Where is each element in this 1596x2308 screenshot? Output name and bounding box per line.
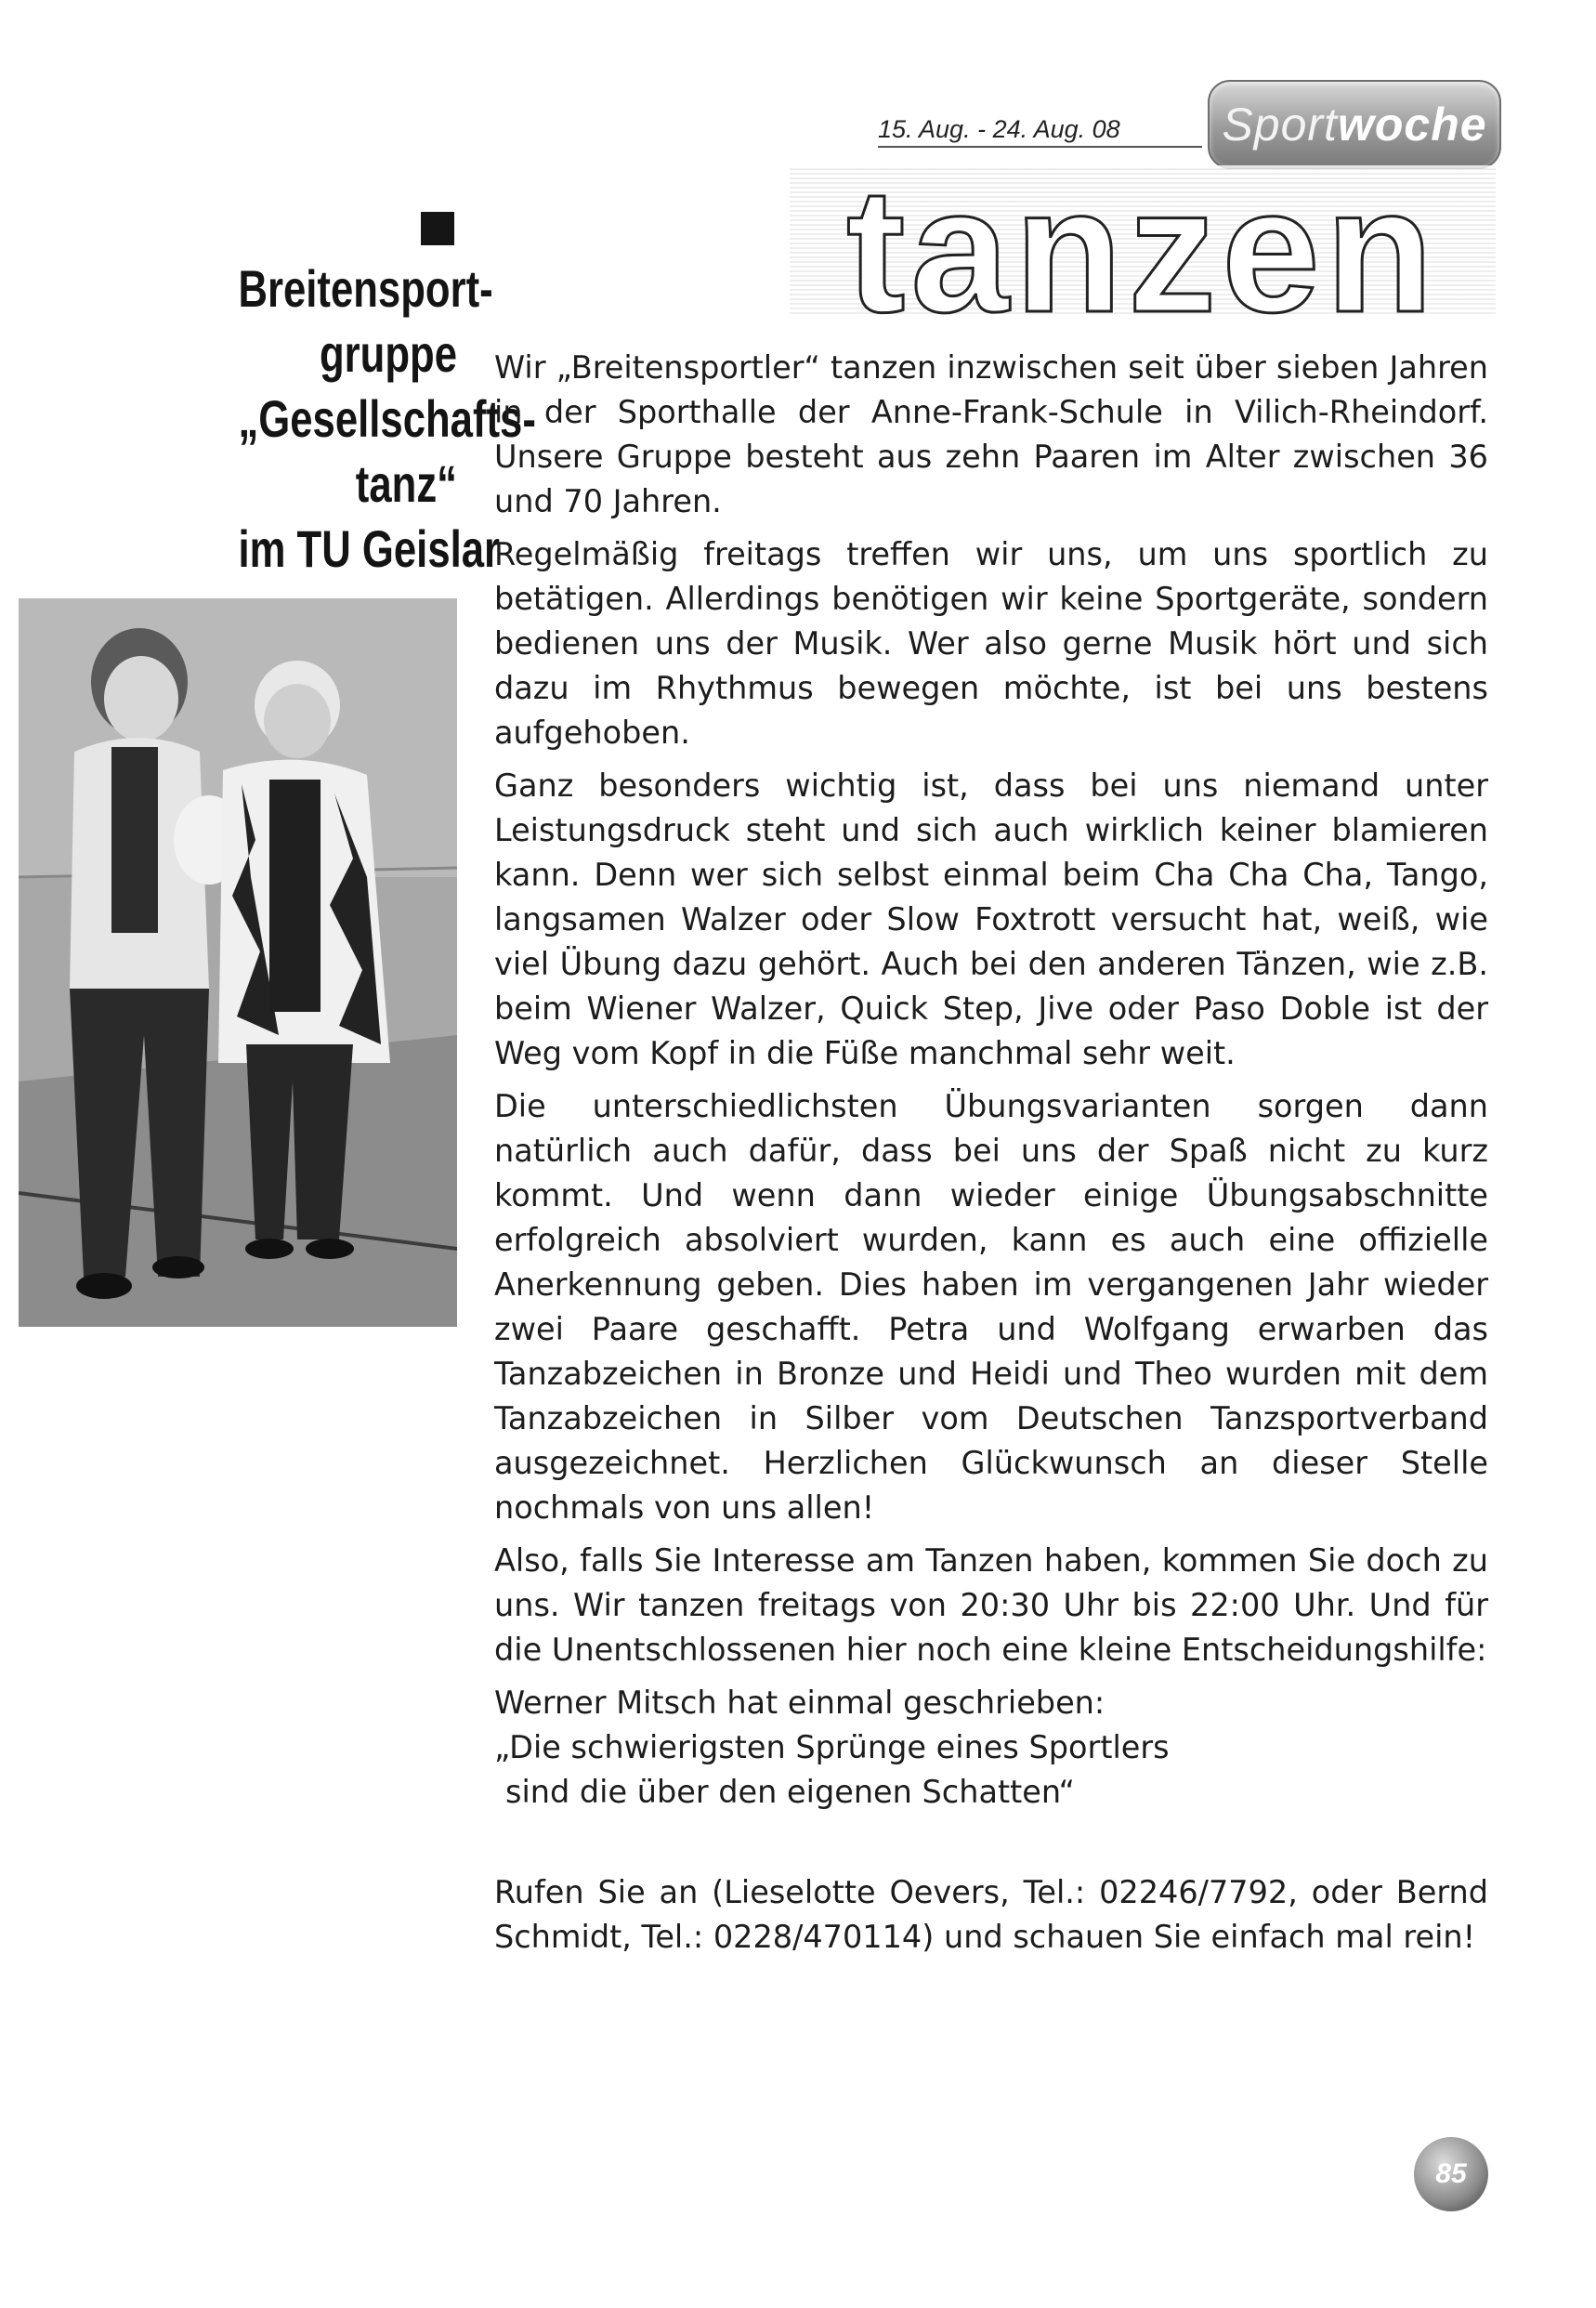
photo-two-women <box>19 598 457 1327</box>
article-paragraph: Also, falls Sie Interesse am Tanzen haben, kommen Sie doch zu uns. Wir tanzen freitags von 20:30 Uhr bis 22:00 Uhr. Und für die Unentschlossenen hier noch eine kleine Entscheidungshilfe: <box>494 1542 1488 1668</box>
article-paragraph: Ganz besonders wichtig ist, dass bei uns niemand unter Leistungsdruck steht und sich auch wirklich keiner blamieren kann. Denn wer sich selbst einmal beim Cha Cha Cha, Tango, langsamen Walzer oder Slow Foxtrott versucht hat, weiß, wie viel Übung dazu gehört. Auch bei den anderen Tänzen, wie z.B. beim Wiener Walzer, Quick Step, Jive oder Paso Doble ist der Weg vom Kopf in die Füße manchmal sehr weit. <box>494 767 1488 1071</box>
contact-paragraph: Rufen Sie an (Lieselotte Oevers, Tel.: 02246/7792, oder Bernd Schmidt, Tel.: 0228/470114) und schauen Sie einfach mal rein! <box>494 1874 1488 1955</box>
sidebar-title <box>238 256 536 582</box>
section-marker-square <box>421 212 454 245</box>
sidebar-title-line: „Gesellschafts- <box>238 389 536 448</box>
article-paragraph: Die unterschiedlichsten Übungsvarianten sorgen dann natürlich auch dafür, dass bei uns der Spaß nicht zu kurz kommt. Und wenn dann wieder einige Übungsabschnitte erfolgreich absolviert wurden, kann es auch eine offizielle Anerkennung geben. Dies haben im vergangenen Jahr wieder zwei Paare geschafft. Petra und Wolfgang erwarben das Tanzabzeichen in Bronze und Heidi und Theo wurden mit dem Tanzabzeichen in Silber vom Deutschen Tanzsportverband ausgezeichnet. Herzlichen Glückwunsch an dieser Stelle nochmals von uns allen! <box>494 1088 1488 1526</box>
sidebar-title-line: im TU Geislar <box>238 519 501 578</box>
page-number-badge <box>1414 2137 1488 2211</box>
sidebar-title-line: tanz“ <box>355 454 457 513</box>
section-word-tanzen <box>790 172 1496 330</box>
sidebar-title-line: Breitensport- <box>238 259 493 318</box>
quote-intro: Werner Mitsch hat einmal geschrieben: <box>494 1685 1105 1721</box>
article-body <box>494 346 1488 1968</box>
section-word-text: tanzen <box>846 172 1439 330</box>
magazine-brand-logo <box>1208 80 1501 169</box>
page-number: 85 <box>1435 2158 1467 2189</box>
brand-part-sport: Sport <box>1222 98 1338 151</box>
article-paragraph: Wir „Breitensportler“ tanzen inzwischen seit über sieben Jahren in der Sporthalle der Anne-Frank-Schule in Vilich-Rheindorf. Unsere Gruppe besteht aus zehn Paaren im Alter zwischen 36 und 70 Jahren. <box>494 349 1488 519</box>
photo-two-women-icon <box>19 598 457 1327</box>
quote-line: sind die über den eigenen Schatten“ <box>505 1774 1076 1810</box>
quote-line: „Die schwierigsten Sprünge eines Sportlers <box>494 1729 1170 1765</box>
article-paragraph: Regelmäßig freitags treffen wir uns, um uns sportlich zu betätigen. Allerdings benötigen wir keine Sportgeräte, sondern bedienen uns der Musik. Wer also gerne Musik hört und sich dazu im Rhythmus bewegen möchte, ist bei uns bestens aufgehoben. <box>494 536 1488 751</box>
issue-date-range: 15. Aug. - 24. Aug. 08 <box>878 115 1202 148</box>
brand-part-woche: woche <box>1337 98 1487 151</box>
sidebar-title-line: gruppe <box>319 324 457 383</box>
